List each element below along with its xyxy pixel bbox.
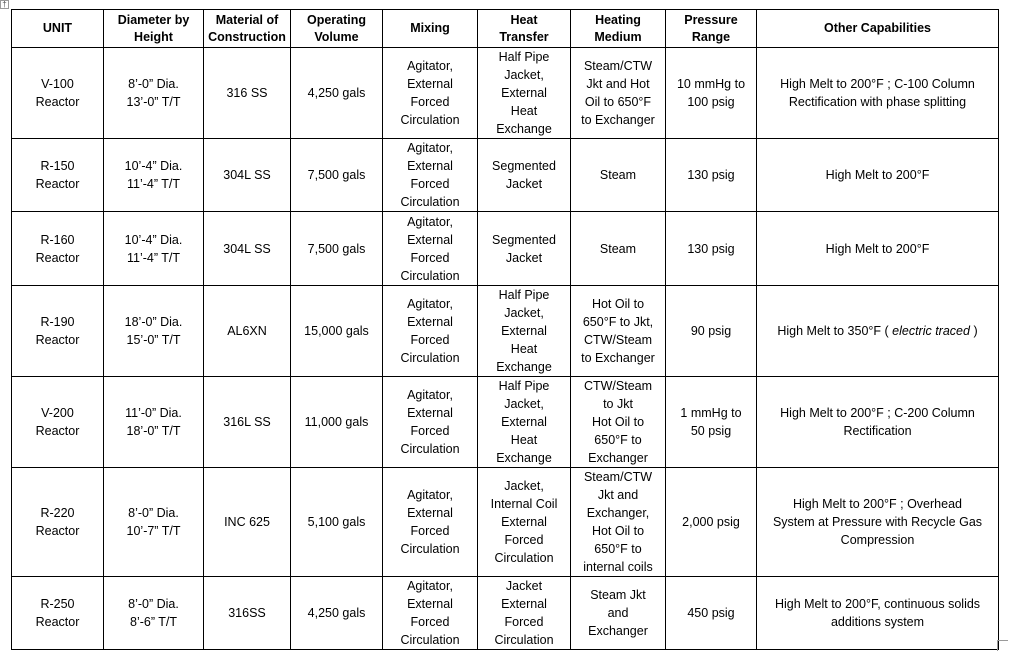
cell-heating-medium: CTW/Steam to Jkt Hot Oil to 650°F to Exchanger xyxy=(571,377,666,468)
cell-heat-transfer: Segmented Jacket xyxy=(478,139,571,212)
cell-heating-medium: Hot Oil to 650°F to Jkt, CTW/Steam to Exchanger xyxy=(571,286,666,377)
cell-pressure: 2,000 psig xyxy=(666,468,757,577)
cell-unit: R-190 Reactor xyxy=(12,286,104,377)
header-pressure-range: Pressure Range xyxy=(666,10,757,48)
cell-heat-transfer: Jacket External Forced Circulation xyxy=(478,577,571,650)
header-other-capabilities: Other Capabilities xyxy=(757,10,999,48)
cell-volume: 4,250 gals xyxy=(291,48,383,139)
cell-heating-medium: Steam/CTW Jkt and Hot Oil to 650°F to Exchanger xyxy=(571,48,666,139)
cell-heating-medium: Steam xyxy=(571,139,666,212)
cell-pressure: 130 psig xyxy=(666,212,757,286)
cell-unit: R-220 Reactor xyxy=(12,468,104,577)
cell-heat-transfer: Jacket, Internal Coil External Forced Circulation xyxy=(478,468,571,577)
cell-heat-transfer: Half Pipe Jacket, External Heat Exchange xyxy=(478,286,571,377)
cell-mixing: Agitator, External Forced Circulation xyxy=(383,212,478,286)
cell-material: 304L SS xyxy=(204,139,291,212)
table-row xyxy=(12,139,999,212)
cell-capabilities: High Melt to 200°F xyxy=(757,212,999,286)
cell-material: 316L SS xyxy=(204,377,291,468)
cell-unit: V-100 Reactor xyxy=(12,48,104,139)
cell-capabilities: High Melt to 200°F xyxy=(757,139,999,212)
cell-dimensions: 10’-4” Dia. 11’-4” T/T xyxy=(104,139,204,212)
table-row xyxy=(12,377,999,468)
cell-mixing: Agitator, External Forced Circulation xyxy=(383,468,478,577)
cell-dimensions: 8’-0” Dia. 13’-0” T/T xyxy=(104,48,204,139)
cell-pressure: 450 psig xyxy=(666,577,757,650)
capabilities-text: High Melt to 350°F ( xyxy=(777,324,889,338)
table-row xyxy=(12,577,999,650)
table-header-row xyxy=(12,10,999,48)
cell-volume: 15,000 gals xyxy=(291,286,383,377)
cell-pressure: 10 mmHg to 100 psig xyxy=(666,48,757,139)
cell-material: 316 SS xyxy=(204,48,291,139)
header-mixing: Mixing xyxy=(383,10,478,48)
cell-dimensions: 8’-0” Dia. 8’-6” T/T xyxy=(104,577,204,650)
header-diameter-by-height: Diameter by Height xyxy=(104,10,204,48)
header-heat-transfer: Heat Transfer xyxy=(478,10,571,48)
cell-mixing: Agitator, External Forced Circulation xyxy=(383,286,478,377)
table-anchor-icon[interactable]: † xyxy=(0,0,9,9)
cell-material: 316SS xyxy=(204,577,291,650)
table-row xyxy=(12,286,999,377)
header-material: Material of Construction xyxy=(204,10,291,48)
reactor-specifications-table xyxy=(11,9,999,650)
cell-unit: V-200 Reactor xyxy=(12,377,104,468)
cell-material: AL6XN xyxy=(204,286,291,377)
cell-unit: R-150 Reactor xyxy=(12,139,104,212)
table-row xyxy=(12,48,999,139)
cell-mixing: Agitator, External Forced Circulation xyxy=(383,377,478,468)
cell-unit: R-250 Reactor xyxy=(12,577,104,650)
header-operating-volume: Operating Volume xyxy=(291,10,383,48)
cell-capabilities: High Melt to 200°F, continuous solids additions system xyxy=(757,577,999,650)
cell-heating-medium: Steam/CTW Jkt and Exchanger, Hot Oil to 650°F to internal coils xyxy=(571,468,666,577)
cell-heat-transfer: Segmented Jacket xyxy=(478,212,571,286)
cell-volume: 11,000 gals xyxy=(291,377,383,468)
cell-unit: R-160 Reactor xyxy=(12,212,104,286)
cell-heating-medium: Steam Jkt and Exchanger xyxy=(571,577,666,650)
cell-pressure: 90 psig xyxy=(666,286,757,377)
cell-dimensions: 11’-0” Dia. 18’-0” T/T xyxy=(104,377,204,468)
cell-capabilities: High Melt to 200°F ; C-100 Column Rectification with phase splitting xyxy=(757,48,999,139)
cell-material: INC 625 xyxy=(204,468,291,577)
cell-heat-transfer: Half Pipe Jacket, External Heat Exchange xyxy=(478,377,571,468)
cell-mixing: Agitator, External Forced Circulation xyxy=(383,577,478,650)
cell-pressure: 130 psig xyxy=(666,139,757,212)
cell-volume: 5,100 gals xyxy=(291,468,383,577)
cell-mixing: Agitator, External Forced Circulation xyxy=(383,48,478,139)
cell-volume: 4,250 gals xyxy=(291,577,383,650)
table-row xyxy=(12,212,999,286)
table-row xyxy=(12,468,999,577)
header-unit: UNIT xyxy=(12,10,104,48)
cell-dimensions: 18’-0” Dia. 15’-0” T/T xyxy=(104,286,204,377)
cell-material: 304L SS xyxy=(204,212,291,286)
header-heating-medium: Heating Medium xyxy=(571,10,666,48)
cell-dimensions: 8’-0” Dia. 10’-7” T/T xyxy=(104,468,204,577)
cell-pressure: 1 mmHg to 50 psig xyxy=(666,377,757,468)
table-end-marker xyxy=(997,640,1008,651)
cell-capabilities xyxy=(757,286,999,377)
capabilities-suffix: ) xyxy=(973,324,978,338)
cell-capabilities: High Melt to 200°F ; C-200 Column Rectification xyxy=(757,377,999,468)
cell-heat-transfer: Half Pipe Jacket, External Heat Exchange xyxy=(478,48,571,139)
capabilities-italic-note: electric traced xyxy=(888,324,974,338)
cell-mixing: Agitator, External Forced Circulation xyxy=(383,139,478,212)
cell-volume: 7,500 gals xyxy=(291,212,383,286)
cell-dimensions: 10’-4” Dia. 11’-4” T/T xyxy=(104,212,204,286)
cell-heating-medium: Steam xyxy=(571,212,666,286)
cell-volume: 7,500 gals xyxy=(291,139,383,212)
cell-capabilities: High Melt to 200°F ; Overhead System at Pressure with Recycle Gas Compression xyxy=(757,468,999,577)
